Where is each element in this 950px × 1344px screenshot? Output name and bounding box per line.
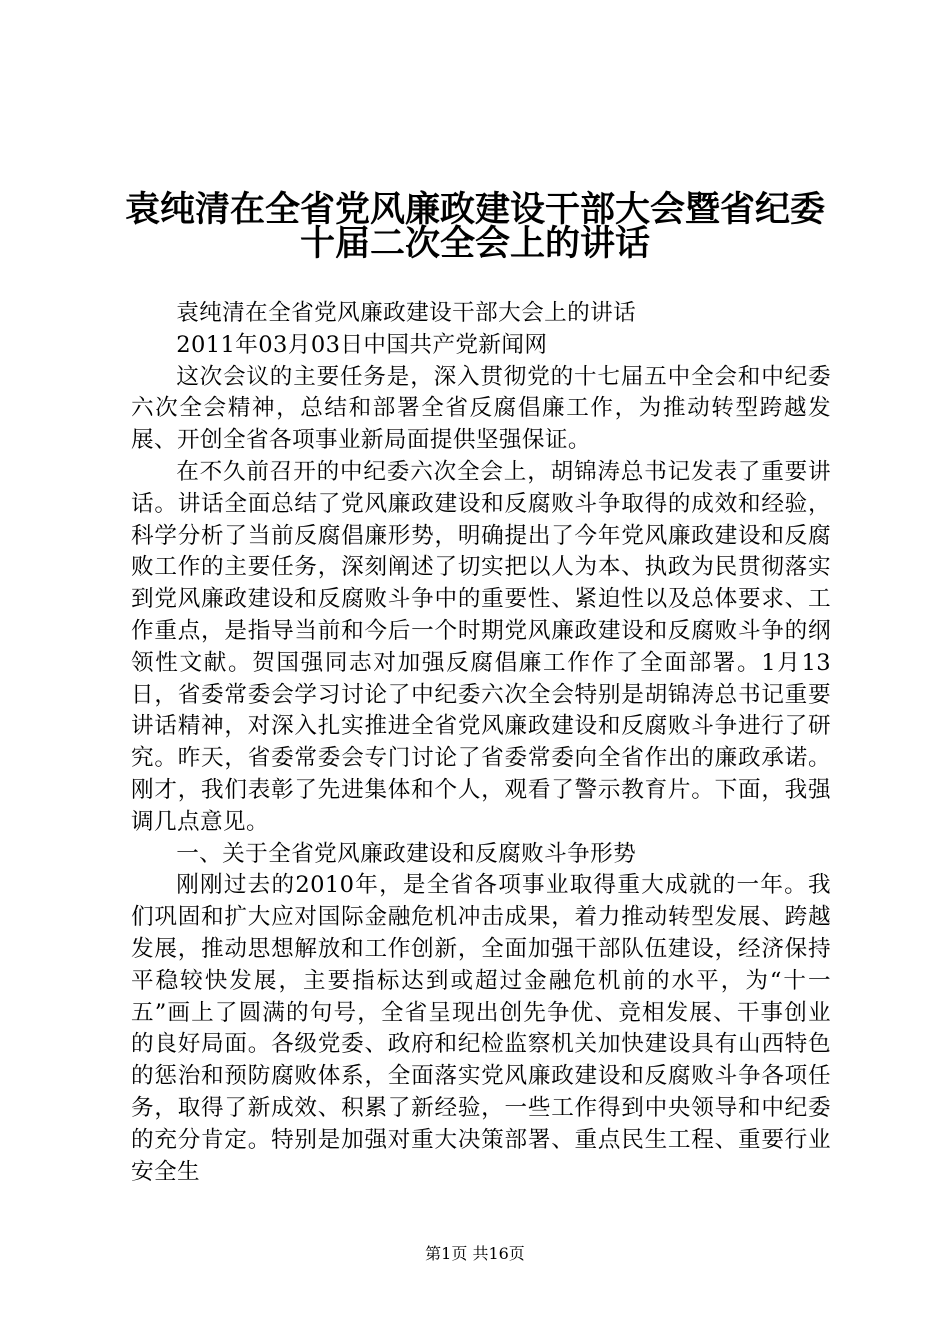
source-line: 2011年03月03日中国共产党新闻网 — [176, 331, 548, 358]
document-title-line-1: 袁纯清在全省党风廉政建设干部大会暨省纪委 — [124, 190, 825, 230]
section-heading: 一、关于全省党风廉政建设和反腐败斗争形势 — [176, 840, 637, 867]
page-number-footer: 第1页 共16页 — [425, 1244, 525, 1263]
document-title-line-2: 十届二次全会上的讲话 — [299, 224, 650, 264]
document-body — [131, 298, 831, 1188]
speech-heading: 袁纯清在全省党风廉政建设干部大会上的讲话 — [176, 300, 637, 326]
body-paragraph: 这次会议的主要任务是，深入贯彻党的十七届五中全会和中纪委六次全会精神，总结和部署全省反腐倡廉工作，为推动转型跨越发展、开创全省各项事业新局面提供坚强保证。 — [131, 363, 831, 454]
body-paragraph: 刚刚过去的2010年，是全省各项事业取得重大成就的一年。我们巩固和扩大应对国际金融危机冲击成果，着力推动转型发展、跨越发展，推动思想解放和工作创新，全面加强干部队伍建设，经济保持平稳较快发展，主要指标达到或超过金融危机前的水平，为“十一五”画上了圆满的句号，全省呈现出创先争优、竞相发展、干事创业的良好局面。各级党委、政府和纪检监察机关加快建设具有山西特色的惩治和预防腐败体系，全面落实党风廉政建设和反腐败斗争各项任务，取得了新成效、积累了新经验，一些工作得到中央领导和中纪委的充分肯定。特别是加强对重大决策部署、重点民生工程、重要行业安全生 — [131, 872, 831, 1185]
body-paragraph: 在不久前召开的中纪委六次全会上，胡锦涛总书记发表了重要讲话。讲话全面总结了党风廉政建设和反腐败斗争取得的成效和经验，科学分析了当前反腐倡廉形势，明确提出了今年党风廉政建设和反腐败工作的主要任务，深刻阐述了切实把以人为本、执政为民贯彻落实到党风廉政建设和反腐败斗争中的重要性、紧迫性以及总体要求、工作重点，是指导当前和今后一个时期党风廉政建设和反腐败斗争的纲领性文献。贺国强同志对加强反腐倡廉工作作了全面部署。1月13日，省委常委会学习讨论了中纪委六次全会特别是胡锦涛总书记重要讲话精神，对深入扎实推进全省党风廉政建设和反腐败斗争进行了研究。昨天，省委常委会专门讨论了省委常委向全省作出的廉政承诺。刚才，我们表彰了先进集体和个人，观看了警示教育片。下面，我强调几点意见。 — [131, 458, 831, 835]
